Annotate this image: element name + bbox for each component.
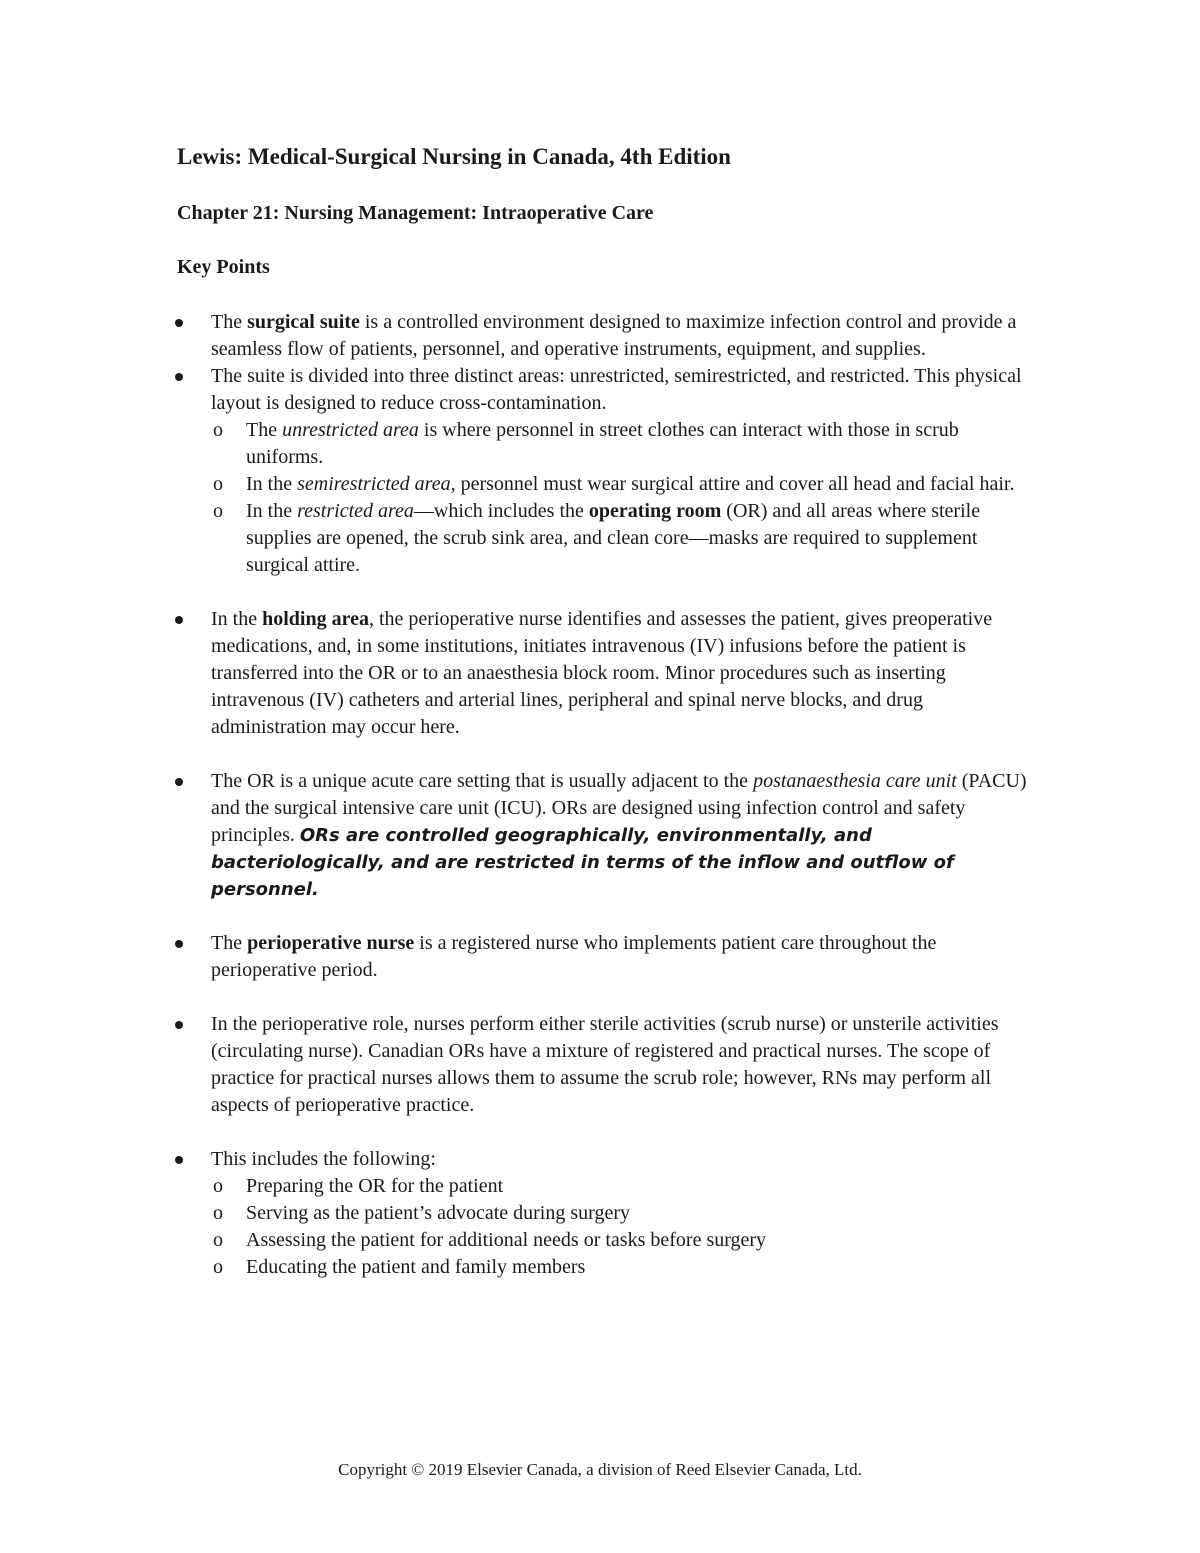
list-item xyxy=(0,1227,1036,1254)
sub-bullet-icon: o xyxy=(213,419,223,441)
bullet-surgical-suite xyxy=(0,309,1031,363)
document-title: Lewis: Medical-Surgical Nursing in Canada, 4th Edition xyxy=(177,144,731,169)
bullet-icon xyxy=(175,1021,183,1029)
sub-item-text: Educating the patient and family members xyxy=(246,1256,586,1278)
bold-term: perioperative nurse xyxy=(247,932,415,954)
bullet-icon xyxy=(175,373,183,381)
bullet-icon xyxy=(175,778,183,786)
chapter-heading: Chapter 21: Nursing Management: Intraoperative Care xyxy=(177,202,654,224)
section-heading: Key Points xyxy=(177,256,270,278)
bullet-perioperative-role xyxy=(0,1011,1031,1119)
bullet-text: is a controlled environment designed to maximize infection control and provide a seamless flow of patients, personnel, and operative instruments, equipment, and supplies. xyxy=(211,311,1017,360)
bullet-icon xyxy=(175,319,183,327)
sub-item-text: The xyxy=(246,419,283,441)
bullet-text: The suite is divided into three distinct areas: unrestricted, semirestricted, and restricted. This physical layout is designed to reduce cross-contamination. xyxy=(211,365,1022,414)
sub-bullet-icon: o xyxy=(213,1229,223,1251)
bullet-text: The OR is a unique acute care setting that is usually adjacent to the xyxy=(211,770,754,792)
bullet-perioperative-nurse xyxy=(0,930,1031,984)
sub-item-text: —which includes the xyxy=(413,500,589,522)
bullet-holding-area xyxy=(0,606,1031,741)
bullet-text: (PACU) and the surgical intensive care unit (ICU). ORs are designed using infection control and safety principles. xyxy=(211,770,1027,846)
italic-term: unrestricted area xyxy=(282,419,419,441)
sub-item-text: personnel must wear surgical attire and cover all head and facial hair. xyxy=(455,473,1015,495)
bullet-text: This includes the following: xyxy=(211,1148,436,1170)
bold-term: holding area xyxy=(262,608,369,630)
bullet-text: In the xyxy=(211,608,263,630)
sub-bullet-icon: o xyxy=(213,1175,223,1197)
sub-bullet-icon: o xyxy=(213,1256,223,1278)
italic-term: semirestricted area, xyxy=(297,473,456,495)
sub-item-text: Preparing the OR for the patient xyxy=(246,1175,504,1197)
bullet-operating-room xyxy=(0,768,1031,903)
bold-term: operating room xyxy=(588,500,722,522)
list-item xyxy=(0,1254,1036,1281)
sub-item-text: In the xyxy=(246,473,298,495)
sub-item-text: Assessing the patient for additional needs or tasks before surgery xyxy=(246,1229,767,1251)
list-item xyxy=(0,1200,1036,1227)
bullet-icon xyxy=(175,616,183,624)
emphasized-text: ORs are controlled geographically, environmentally, and bacteriologically, and are restricted in terms of the inflow and outflow of personnel. xyxy=(211,825,954,900)
sub-item-restricted xyxy=(0,498,1036,579)
copyright-footer: Copyright © 2019 Elsevier Canada, a division of Reed Elsevier Canada, Ltd. xyxy=(338,1460,862,1479)
sub-item-text: In the xyxy=(246,500,298,522)
bullet-text: The xyxy=(211,932,248,954)
sub-item-unrestricted xyxy=(0,417,1036,471)
italic-term: postanaesthesia care unit xyxy=(753,770,957,792)
bullet-icon xyxy=(175,940,183,948)
sub-bullet-icon: o xyxy=(213,473,223,495)
bold-term: surgical suite xyxy=(247,311,360,333)
italic-term: restricted area xyxy=(297,500,414,522)
sub-item-semirestricted xyxy=(0,471,1036,498)
sub-bullet-icon: o xyxy=(213,1202,223,1224)
sub-item-text: Serving as the patient’s advocate during surgery xyxy=(246,1202,630,1224)
bullet-suite-areas xyxy=(0,363,1031,417)
key-points-list xyxy=(0,309,1200,1281)
bullet-text: In the perioperative role, nurses perform either sterile activities (scrub nurse) or unsterile activities (circulating nurse). Canadian ORs have a mixture of registered and practical nurses. The scope of practice for practical nurses allows them to assume the scrub role; however, RNs may perform all aspects of perioperative practice. xyxy=(211,1013,999,1116)
bullet-text: The xyxy=(211,311,248,333)
bullet-icon xyxy=(175,1156,183,1164)
bullet-includes xyxy=(0,1146,1031,1173)
bullet-text: is a registered nurse who implements patient care throughout the perioperative period. xyxy=(211,932,937,981)
sub-item-text: (OR) and all areas where sterile supplies are opened, the scrub sink area, and clean core—masks are required to supplement surgical attire. xyxy=(246,500,981,576)
sub-bullet-icon: o xyxy=(213,500,223,522)
list-item xyxy=(0,1173,1036,1200)
bullet-text: , the perioperative nurse identifies and assesses the patient, gives preoperative medications, and, in some institutions, initiates intravenous (IV) infusions before the patient is transferred into the OR or to an anaesthesia block room. Minor procedures such as inserting intravenous (IV) catheters and arterial lines, peripheral and spinal nerve blocks, and drug administration may occur here. xyxy=(211,608,993,738)
sub-item-text: is where personnel in street clothes can interact with those in scrub uniforms. xyxy=(246,419,959,468)
